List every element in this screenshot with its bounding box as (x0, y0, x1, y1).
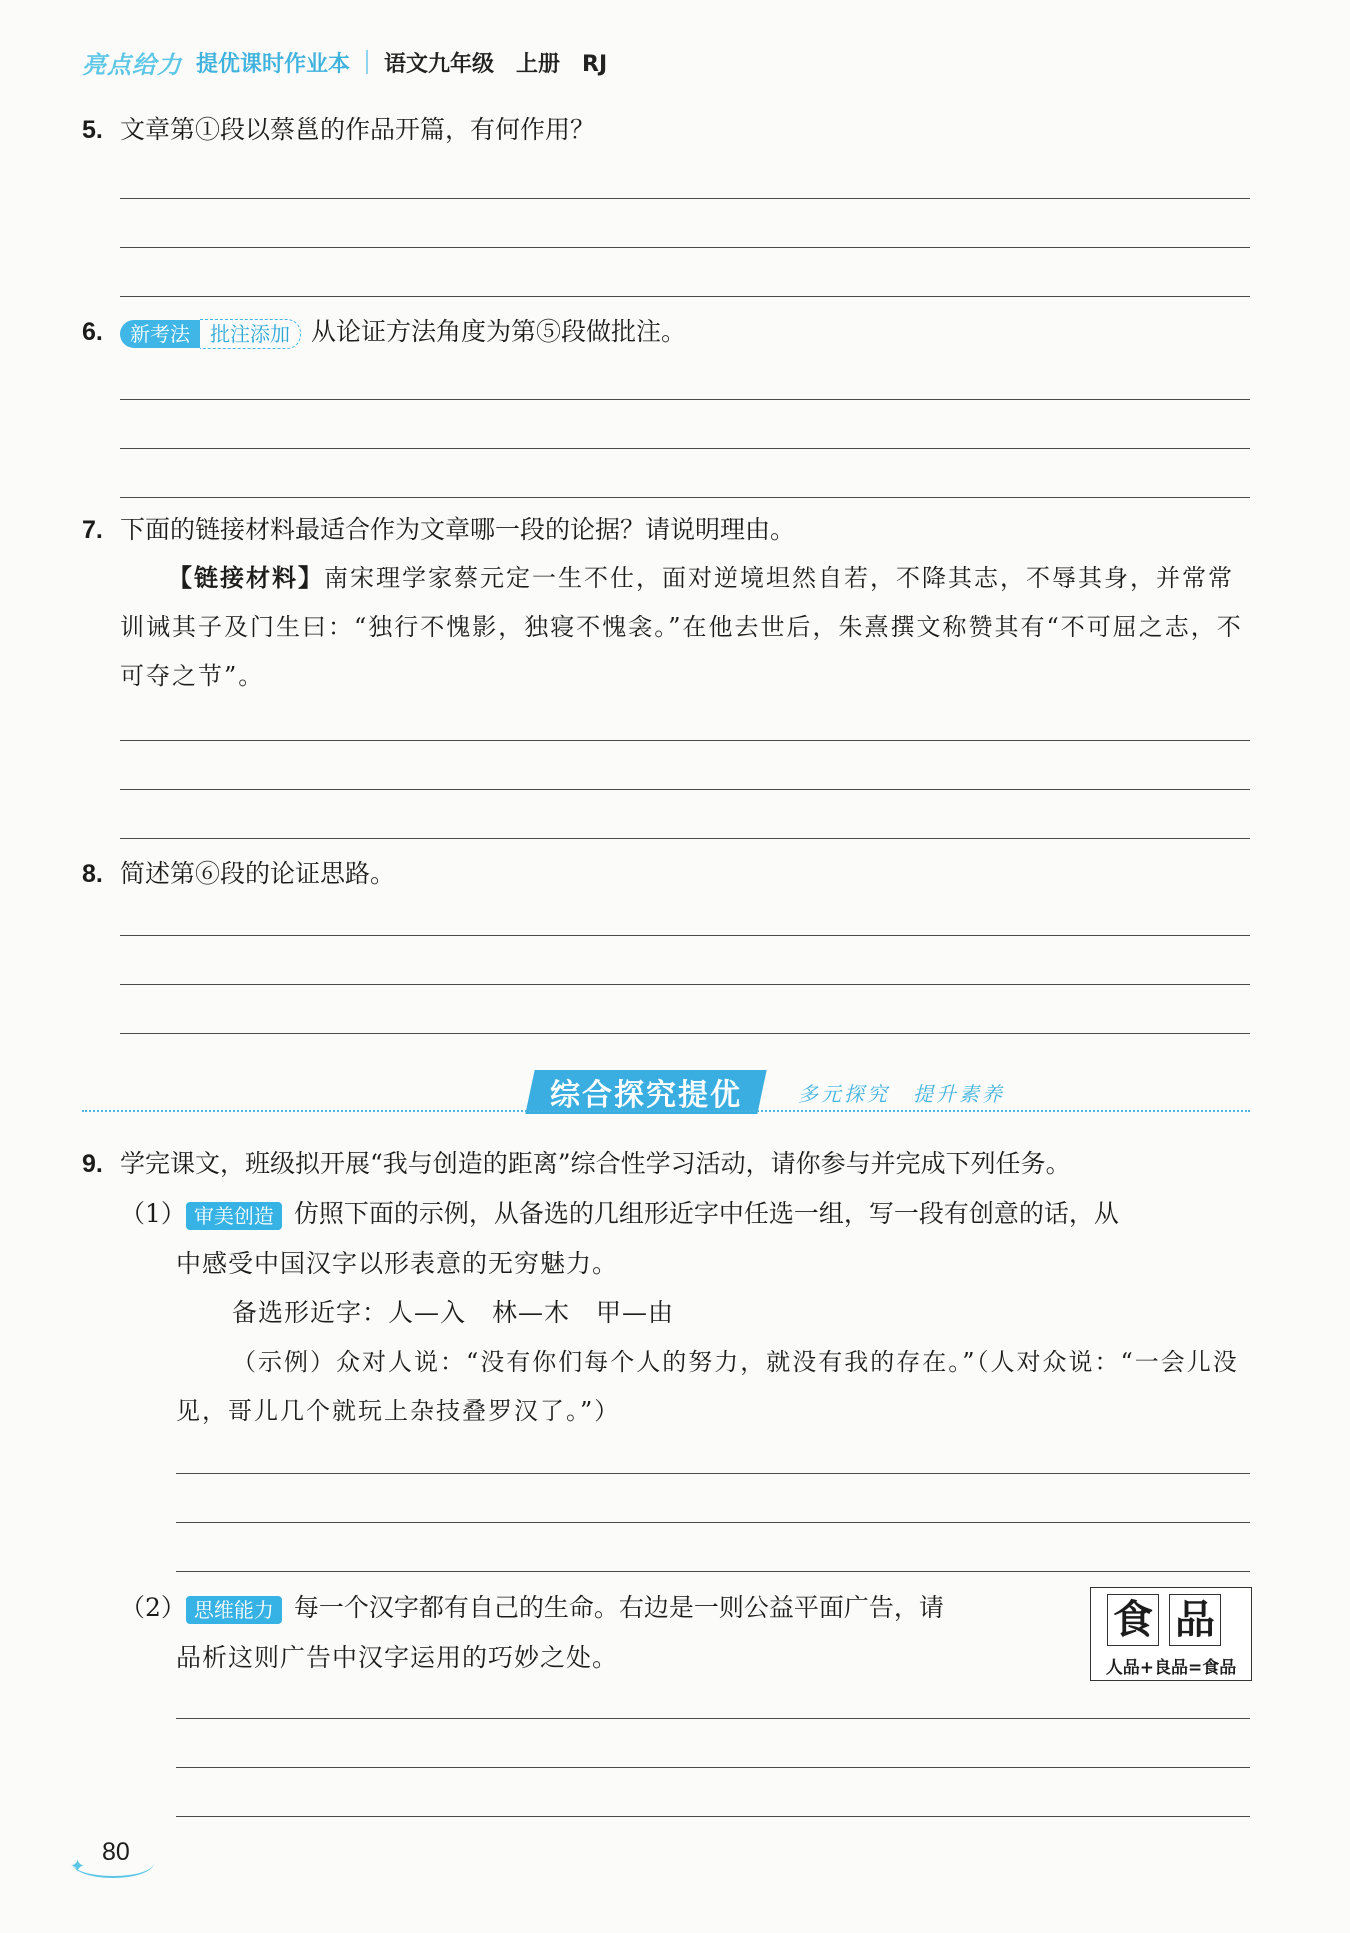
section-banner (530, 1072, 1005, 1112)
part-text-line2: 品析这则广告中汉字运用的巧妙之处。 (176, 1643, 619, 1672)
new-format-tag: 新考法 (120, 320, 200, 348)
question-number: 9. (82, 1150, 103, 1178)
thinking-ability-tag: 思维能力 (186, 1596, 282, 1624)
book-title: 提优课时作业本 (196, 51, 351, 77)
part-text-line1: 仿照下面的示例，从备选的几组形近字中任选一组，写一段有创意的话，从 (293, 1199, 1119, 1228)
question-number: 6. (82, 318, 103, 346)
question-text: 学完课文，班级拟开展“我与创造的距离”综合性学习活动，请你参与并完成下列任务。 (120, 1149, 1071, 1178)
character-options: 备选形近字：人—入 林—木 甲—由 (232, 1298, 675, 1327)
question-8 (82, 856, 395, 892)
answer-line[interactable] (120, 838, 1250, 839)
question-text: 从论证方法角度为第⑤段做批注。 (311, 317, 687, 346)
answer-line[interactable] (176, 1718, 1250, 1719)
question-text: 简述第⑥段的论证思路。 (120, 859, 396, 888)
material-text: 南宋理学家蔡元定一生不仕，面对逆境坦然自若，不降其志，不辱其身，并常常训诫其子及门生曰：“独行不愧影，独寝不愧衾。”在他去世后，朱熹撰文称赞其有“不可屈之志，不可夺之节”。 (120, 564, 1243, 690)
answer-line[interactable] (120, 740, 1250, 741)
ad-caption: 人品+良品=食品 (1105, 1658, 1237, 1678)
material-label: 【链接材料】 (168, 564, 324, 592)
part-text-line1: 每一个汉字都有自己的生命。右边是一则公益平面广告，请 (293, 1593, 944, 1622)
page-header (82, 44, 607, 80)
answer-line[interactable] (176, 1816, 1250, 1817)
answer-line[interactable] (120, 296, 1250, 297)
header-divider (366, 50, 368, 74)
part-label: （2） (120, 1593, 186, 1622)
question-7 (82, 512, 795, 548)
answer-line[interactable] (120, 247, 1250, 248)
question-9-part-2 (120, 1590, 944, 1626)
question-text: 文章第①段以蔡邕的作品开篇，有何作用？ (120, 115, 596, 144)
annotation-tag: 批注添加 (200, 319, 301, 349)
question-6 (82, 314, 686, 350)
aesthetic-creation-tag: 审美创造 (186, 1202, 282, 1230)
part-label: （1） (120, 1199, 186, 1228)
brand-logo: 亮点给力 (82, 50, 182, 79)
answer-line[interactable] (120, 198, 1250, 199)
answer-line[interactable] (120, 1033, 1250, 1034)
answer-line[interactable] (176, 1767, 1250, 1768)
public-service-ad (1090, 1587, 1252, 1681)
question-9 (82, 1146, 1071, 1182)
question-number: 5. (82, 116, 103, 144)
question-text: 下面的链接材料最适合作为文章哪一段的论据？请说明理由。 (120, 515, 796, 544)
star-icon: ✦ (70, 1856, 86, 1877)
question-number: 8. (82, 860, 103, 888)
answer-line[interactable] (120, 497, 1250, 498)
section-title: 综合探究提优 (525, 1070, 766, 1114)
example-text: （示例）众对人说：“没有你们每个人的努力，就没有我的存在。”（人对众说：“一会儿没见，哥儿几个就玩上杂技叠罗汉了。”） (176, 1348, 1239, 1425)
answer-line[interactable] (120, 399, 1250, 400)
answer-line[interactable] (176, 1571, 1250, 1572)
question-number: 7. (82, 516, 103, 544)
page-number: 80 (102, 1838, 130, 1866)
linked-material (120, 554, 1250, 701)
grade-info: 语文九年级 上册 RJ (384, 51, 608, 77)
answer-line[interactable] (120, 448, 1250, 449)
part-text-line2: 中感受中国汉字以形表意的无穷魅力。 (176, 1249, 619, 1278)
answer-line[interactable] (120, 935, 1250, 936)
section-subtitle: 多元探究 提升素养 (798, 1081, 1005, 1106)
answer-line[interactable] (176, 1473, 1250, 1474)
ad-characters (1107, 1594, 1221, 1646)
answer-line[interactable] (120, 789, 1250, 790)
answer-line[interactable] (176, 1522, 1250, 1523)
answer-line[interactable] (120, 984, 1250, 985)
ad-char-food: 食 (1107, 1594, 1159, 1646)
section-divider (82, 1110, 1250, 1112)
question-9-part-1 (120, 1196, 1119, 1232)
question-5 (82, 112, 595, 148)
ad-char-product: 品 (1169, 1594, 1221, 1646)
